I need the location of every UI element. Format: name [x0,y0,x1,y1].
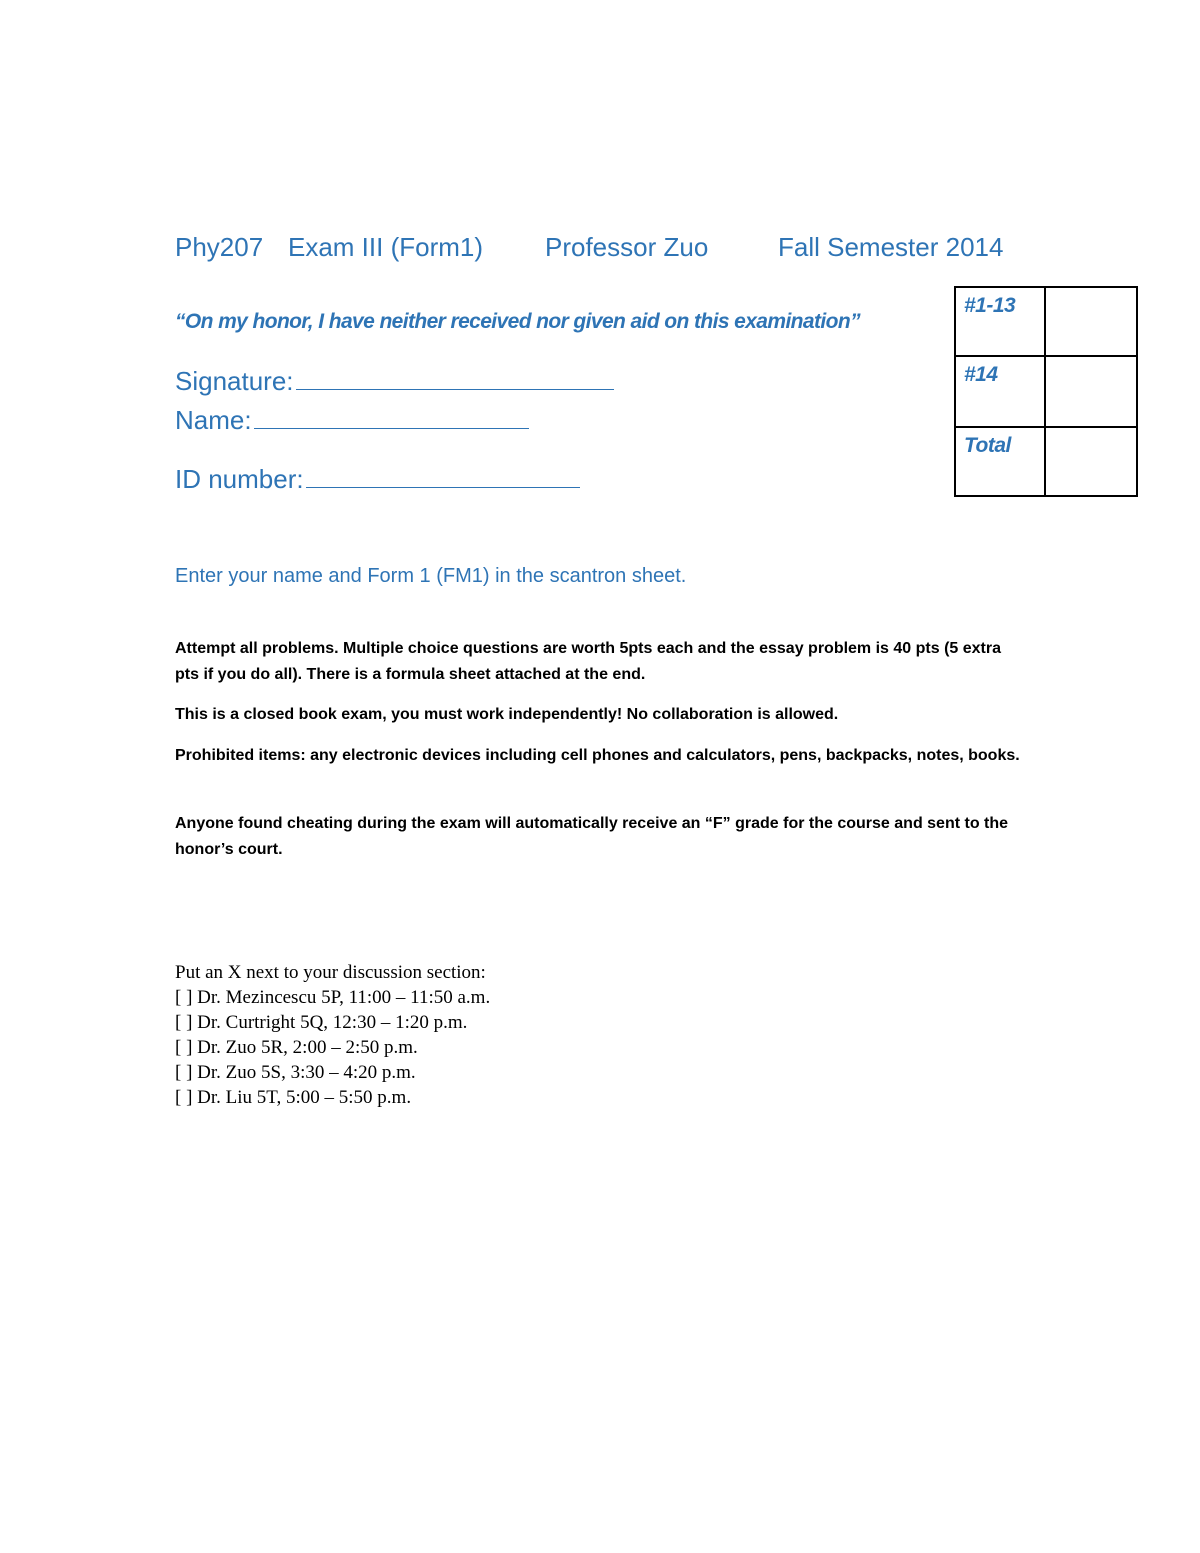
discussion-prompt: Put an X next to your discussion section: [175,962,486,983]
discussion-option[interactable]: [ ] Dr. Zuo 5R, 2:00 – 2:50 p.m. [175,1037,418,1058]
id-field[interactable] [175,464,580,495]
signature-field[interactable] [175,366,614,397]
discussion-option[interactable]: [ ] Dr. Mezincescu 5P, 11:00 – 11:50 a.m. [175,987,491,1008]
scantron-note: Enter your name and Form 1 (FM1) in the scantron sheet. [175,565,687,587]
discussion-option[interactable]: [ ] Dr. Curtright 5Q, 12:30 – 1:20 p.m. [175,1012,468,1033]
name-field[interactable] [175,405,529,436]
score-cell[interactable] [1045,356,1137,427]
id-line[interactable] [306,465,580,488]
signature-line[interactable] [296,367,614,390]
instruction-paragraph: Prohibited items: any electronic devices including cell phones and calculators, pens, backpacks, notes, books. [175,747,1020,764]
discussion-option[interactable]: [ ] Dr. Liu 5T, 5:00 – 5:50 p.m. [175,1087,412,1108]
semester: Fall Semester 2014 [778,232,1004,262]
exam-title: Exam III (Form1) [288,232,484,262]
score-row [955,356,1137,427]
score-label: #14 [955,356,1045,427]
instruction-paragraph: Anyone found cheating during the exam will automatically receive an “F” grade for the course and sent to the honor’s court. [175,815,1009,858]
score-table [954,286,1138,497]
instruction-paragraph: Attempt all problems. Multiple choice questions are worth 5pts each and the essay problem is 40 pts (5 extra pts if you do all). There is a formula sheet attached at the end. [175,640,1001,683]
score-cell[interactable] [1045,287,1137,356]
name-label: Name: [175,405,252,435]
professor-name: Professor Zuo [545,232,709,262]
score-label: Total [955,427,1045,496]
score-label: #1-13 [955,287,1045,356]
id-label: ID number: [175,464,304,494]
discussion-option[interactable]: [ ] Dr. Zuo 5S, 3:30 – 4:20 p.m. [175,1062,416,1083]
name-line[interactable] [254,406,529,429]
score-cell[interactable] [1045,427,1137,496]
discussion-section-list [175,960,490,1110]
honor-statement: “On my honor, I have neither received nor given aid on this examination” [175,310,860,333]
score-row [955,287,1137,356]
signature-label: Signature: [175,366,294,396]
course-code: Phy207 [175,232,264,262]
score-row [955,427,1137,496]
instruction-paragraph: This is a closed book exam, you must work independently! No collaboration is allowed. [175,706,839,723]
